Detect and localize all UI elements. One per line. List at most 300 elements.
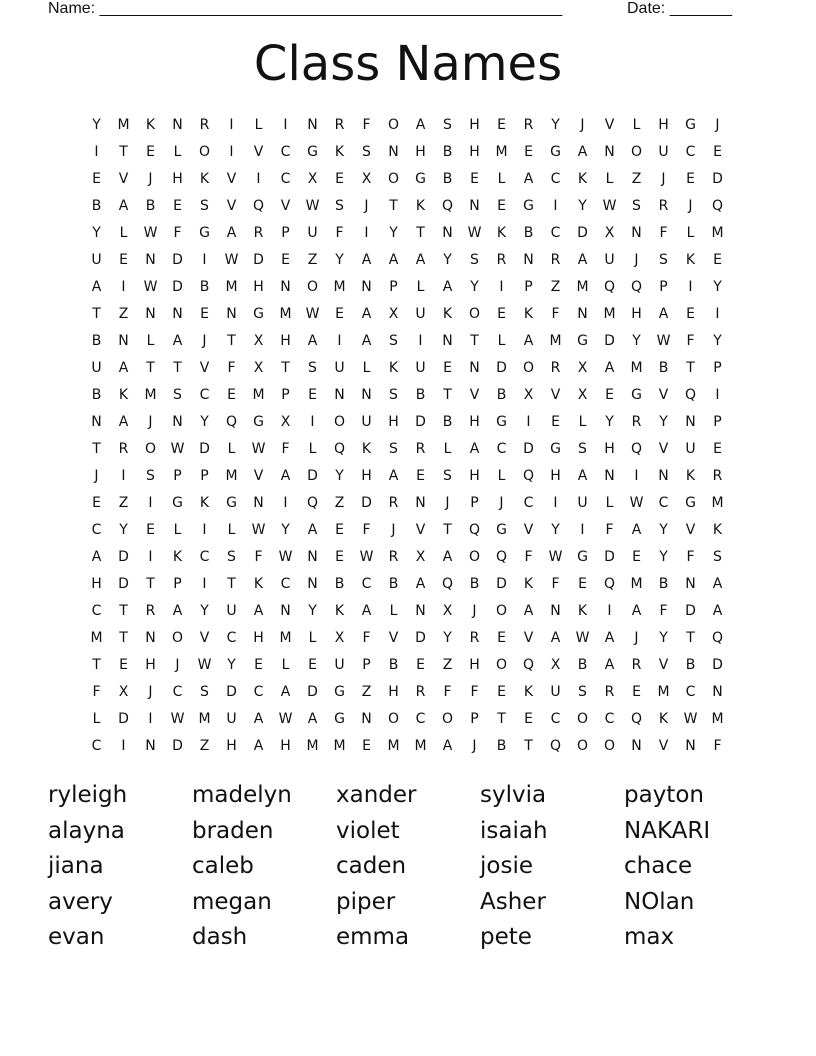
grid-letter: M [711,224,724,241]
grid-letter: G [550,143,561,160]
grid-letter: R [496,251,507,268]
grid-letter: Y [551,116,560,133]
grid-letter: U [415,305,426,322]
grid-letter: I [121,737,126,754]
grid-letter: R [118,440,129,457]
grid-letter: S [389,332,398,349]
grid-letter: N [658,467,669,484]
grid-letter: Y [659,629,668,646]
grid-letter: Q [441,197,454,214]
grid-letter: J [391,521,396,538]
grid-letter: N [631,224,642,241]
grid-letter: N [442,224,453,241]
grid-letter: U [685,440,696,457]
grid-letter: A [253,710,264,727]
grid-letter: Y [659,413,668,430]
grid-letter: E [92,170,101,187]
grid-letter: A [442,278,453,295]
grid-letter: P [281,386,290,403]
grid-letter: M [630,575,643,592]
grid-letter: B [442,143,453,160]
grid-letter: T [443,521,452,538]
grid-letter: A [604,629,615,646]
grid-letter: G [577,332,588,349]
grid-letter: D [118,548,129,565]
grid-letter: N [361,386,372,403]
grid-letter: G [496,521,507,538]
grid-letter: R [712,467,723,484]
grid-letter: B [442,413,453,430]
grid-letter: A [604,359,615,376]
grid-letter: T [281,359,290,376]
page-title: Class Names [253,36,563,92]
grid-letter: D [523,440,534,457]
grid-letter: A [361,602,372,619]
grid-letter: E [119,656,128,673]
grid-letter: O [522,359,535,376]
grid-letter: P [173,575,182,592]
grid-letter: L [119,224,128,241]
grid-letter: Z [631,170,642,187]
grid-letter: E [713,251,722,268]
grid-letter: H [604,440,615,457]
grid-letter: D [118,710,129,727]
date-field-label: Date: _______ [627,0,732,17]
grid-letter: F [659,602,668,619]
grid-letter: Q [468,521,481,538]
grid-letter: B [388,656,399,673]
grid-letter: P [713,359,722,376]
grid-letter: T [92,656,101,673]
grid-letter: N [172,305,183,322]
grid-letter: E [416,656,425,673]
grid-letter: V [226,170,237,187]
grid-letter: N [307,548,318,565]
grid-letter: V [523,629,534,646]
grid-letter: T [119,143,128,160]
grid-letter: T [389,197,398,214]
grid-letter: Q [684,386,697,403]
grid-letter: D [172,251,183,268]
grid-letter: A [658,305,669,322]
grid-letter: R [550,359,561,376]
grid-letter: W [224,251,239,268]
grid-letter: N [361,278,372,295]
grid-letter: L [173,143,182,160]
grid-letter: G [415,170,426,187]
grid-letter: L [605,170,614,187]
grid-letter: F [605,521,614,538]
grid-letter: N [307,575,318,592]
grid-letter: O [198,143,211,160]
grid-letter: S [362,143,371,160]
grid-letter: V [658,440,669,457]
grid-letter: F [524,548,533,565]
grid-letter: J [634,251,639,268]
grid-letter: B [523,224,534,241]
grid-letter: C [226,629,237,646]
grid-letter: A [361,332,372,349]
grid-letter: M [279,305,292,322]
grid-letter: U [307,224,318,241]
grid-letter: E [335,521,344,538]
grid-letter: H [388,683,399,700]
grid-letter: A [415,251,426,268]
grid-letter: E [497,116,506,133]
grid-letter: A [307,521,318,538]
grid-letter: I [499,278,504,295]
grid-letter: F [362,629,371,646]
grid-letter: G [172,494,183,511]
grid-letter: X [415,548,426,565]
grid-letter: I [715,305,720,322]
grid-letter: F [443,683,452,700]
grid-letter: G [334,710,345,727]
grid-letter: N [442,332,453,349]
grid-letter: K [442,305,453,322]
grid-letter: Z [199,737,210,754]
grid-letter: G [226,494,237,511]
grid-letter: K [685,251,696,268]
grid-letter: K [199,494,210,511]
grid-letter: N [415,494,426,511]
grid-letter: C [172,683,183,700]
grid-letter: C [280,143,291,160]
grid-letter: N [145,305,156,322]
grid-letter: E [308,656,317,673]
grid-letter: E [281,251,290,268]
grid-letter: F [254,548,263,565]
grid-letter: U [226,710,237,727]
grid-letter: L [443,440,452,457]
grid-letter: X [523,386,534,403]
grid-letter: E [551,413,560,430]
grid-letter: S [713,548,722,565]
grid-letter: Y [281,521,290,538]
word-list-item: max [624,924,675,950]
grid-letter: N [523,251,534,268]
grid-letter: M [333,278,346,295]
grid-letter: N [469,197,480,214]
grid-letter: S [335,197,344,214]
grid-letter: E [443,359,452,376]
grid-letter: S [146,467,155,484]
grid-letter: D [361,494,372,511]
grid-letter: B [442,170,453,187]
grid-letter: A [388,251,399,268]
word-list-item: ryleigh [48,782,128,808]
grid-letter: J [148,413,153,430]
grid-letter: G [685,494,696,511]
word-list-item: braden [192,817,274,844]
grid-letter: V [658,656,669,673]
grid-letter: H [91,575,102,592]
grid-letter: H [253,629,264,646]
grid-letter: X [577,386,588,403]
grid-letter: W [278,710,293,727]
grid-letter: A [172,602,183,619]
grid-letter: Y [605,413,614,430]
grid-letter: I [121,467,126,484]
grid-letter: L [497,332,506,349]
grid-letter: O [387,170,400,187]
grid-letter: L [254,116,263,133]
grid-letter: N [577,305,588,322]
grid-letter: I [256,170,261,187]
grid-letter: E [524,710,533,727]
grid-letter: W [278,548,293,565]
word-list-item: isaiah [480,817,548,844]
word-list-item: evan [48,924,105,950]
grid-letter: O [144,440,157,457]
grid-letter: F [551,305,560,322]
grid-letter: Y [470,278,479,295]
grid-letter: E [713,143,722,160]
grid-letter: E [470,170,479,187]
grid-letter: E [713,440,722,457]
grid-letter: H [280,332,291,349]
grid-letter: C [550,170,561,187]
grid-letter: Y [713,332,722,349]
grid-letter: Y [200,413,209,430]
grid-letter: C [280,575,291,592]
grid-letter: K [712,521,723,538]
word-list-item: pete [480,924,532,950]
grid-letter: I [202,575,207,592]
grid-letter: I [688,278,693,295]
grid-letter: A [415,575,426,592]
name-field-label: Name: ____________________________________________________ [48,0,563,17]
grid-letter: Q [441,575,454,592]
grid-letter: N [253,494,264,511]
grid-letter: N [145,251,156,268]
grid-letter: U [415,359,426,376]
grid-letter: D [712,656,723,673]
grid-letter: P [659,278,668,295]
grid-letter: M [603,305,616,322]
grid-letter: P [173,467,182,484]
grid-letter: R [253,224,264,241]
grid-letter: E [524,143,533,160]
grid-letter: A [361,305,372,322]
grid-letter: G [523,197,534,214]
grid-letter: B [658,575,669,592]
grid-letter: J [472,602,477,619]
word-list-item: jiana [48,853,104,879]
grid-letter: R [145,602,156,619]
grid-letter: H [415,143,426,160]
grid-letter: A [442,548,453,565]
grid-letter: M [576,278,589,295]
grid-letter: N [307,116,318,133]
grid-letter: K [577,602,588,619]
grid-letter: Q [252,197,265,214]
grid-letter: H [172,170,183,187]
grid-letter: X [577,359,588,376]
grid-letter: O [495,656,508,673]
grid-letter: E [605,386,614,403]
grid-letter: I [202,251,207,268]
grid-letter: I [283,494,288,511]
grid-letter: N [280,278,291,295]
grid-letter: J [688,197,693,214]
grid-letter: B [334,575,345,592]
word-list [48,778,768,956]
word-list-item: emma [336,924,410,950]
grid-letter: A [550,629,561,646]
grid-letter: A [307,332,318,349]
grid-letter: A [577,251,588,268]
grid-letter: I [337,332,342,349]
grid-letter: E [632,683,641,700]
grid-letter: S [200,197,209,214]
grid-letter: I [229,116,234,133]
grid-letter: N [631,737,642,754]
grid-letter: P [200,467,209,484]
grid-letter: B [685,656,696,673]
grid-letter: L [92,710,101,727]
grid-letter: M [630,359,643,376]
grid-letter: O [468,305,481,322]
grid-letter: C [199,548,210,565]
grid-letter: U [91,359,102,376]
grid-letter: E [146,521,155,538]
grid-letter: C [91,602,102,619]
grid-letter: V [226,197,237,214]
grid-letter: P [713,413,722,430]
grid-letter: O [333,413,346,430]
grid-letter: L [362,359,371,376]
grid-letter: K [172,548,183,565]
grid-letter: B [415,386,426,403]
grid-letter: A [253,737,264,754]
grid-letter: E [227,386,236,403]
grid-letter: D [172,737,183,754]
grid-letter: N [712,683,723,700]
grid-letter: D [577,224,588,241]
grid-letter: J [472,737,477,754]
grid-letter: Y [200,602,209,619]
grid-letter: D [496,575,507,592]
grid-letter: H [226,737,237,754]
grid-letter: L [227,521,236,538]
grid-letter: W [170,440,185,457]
grid-letter: Q [711,197,724,214]
grid-letter: O [171,629,184,646]
grid-letter: O [441,710,454,727]
grid-letter: R [415,440,426,457]
grid-letter: J [364,197,369,214]
grid-letter: Y [92,116,101,133]
grid-letter: T [146,359,155,376]
grid-letter: G [496,413,507,430]
grid-letter: E [335,548,344,565]
grid-letter: M [414,737,427,754]
grid-letter: V [118,170,129,187]
grid-letter: C [415,710,426,727]
grid-letter: B [91,386,102,403]
grid-letter: Q [603,278,616,295]
grid-letter: Y [92,224,101,241]
grid-letter: F [551,575,560,592]
grid-letter: I [121,278,126,295]
grid-letter: E [92,494,101,511]
grid-letter: G [334,683,345,700]
header-line [48,0,748,20]
grid-letter: N [172,116,183,133]
grid-letter: Q [306,494,319,511]
grid-letter: P [281,224,290,241]
grid-letter: A [280,467,291,484]
grid-letter: Z [307,251,318,268]
grid-letter: I [607,602,612,619]
grid-letter: A [253,602,264,619]
grid-letter: A [91,548,102,565]
grid-letter: M [198,710,211,727]
grid-letter: C [91,521,102,538]
grid-letter: F [470,683,479,700]
grid-letter: A [361,251,372,268]
grid-letter: K [334,143,345,160]
grid-letter: F [173,224,182,241]
grid-letter: K [523,305,534,322]
grid-letter: R [631,656,642,673]
grid-letter: E [497,629,506,646]
grid-letter: Y [389,224,398,241]
grid-letter: K [361,440,372,457]
grid-letter: B [91,197,102,214]
grid-letter: D [685,602,696,619]
grid-letter: A [577,143,588,160]
grid-letter: Y [632,332,641,349]
grid-letter: N [685,737,696,754]
grid-letter: N [361,710,372,727]
grid-letter: M [495,143,508,160]
grid-letter: I [202,521,207,538]
grid-letter: F [92,683,101,700]
grid-letter: A [712,602,723,619]
grid-letter: B [469,575,480,592]
grid-letter: E [308,386,317,403]
grid-letter: E [497,305,506,322]
grid-letter: Q [603,575,616,592]
grid-letter: L [686,224,695,241]
grid-letter: Y [308,602,317,619]
grid-letter: E [146,143,155,160]
grid-letter: H [550,467,561,484]
grid-letter: Z [442,656,453,673]
grid-letter: C [199,386,210,403]
grid-letter: K [577,170,588,187]
grid-letter: N [550,602,561,619]
grid-letter: Y [335,251,344,268]
grid-letter: A [604,656,615,673]
grid-letter: K [334,602,345,619]
word-list-item: violet [336,817,400,844]
grid-letter: E [632,548,641,565]
grid-letter: M [279,629,292,646]
grid-letter: Z [118,494,129,511]
grid-letter: L [281,656,290,673]
grid-letter: C [496,440,507,457]
grid-letter: C [253,683,264,700]
grid-letter: C [658,494,669,511]
grid-letter: U [361,413,372,430]
grid-letter: M [252,386,265,403]
grid-letter: D [172,278,183,295]
grid-letter: U [226,602,237,619]
grid-letter: E [254,656,263,673]
